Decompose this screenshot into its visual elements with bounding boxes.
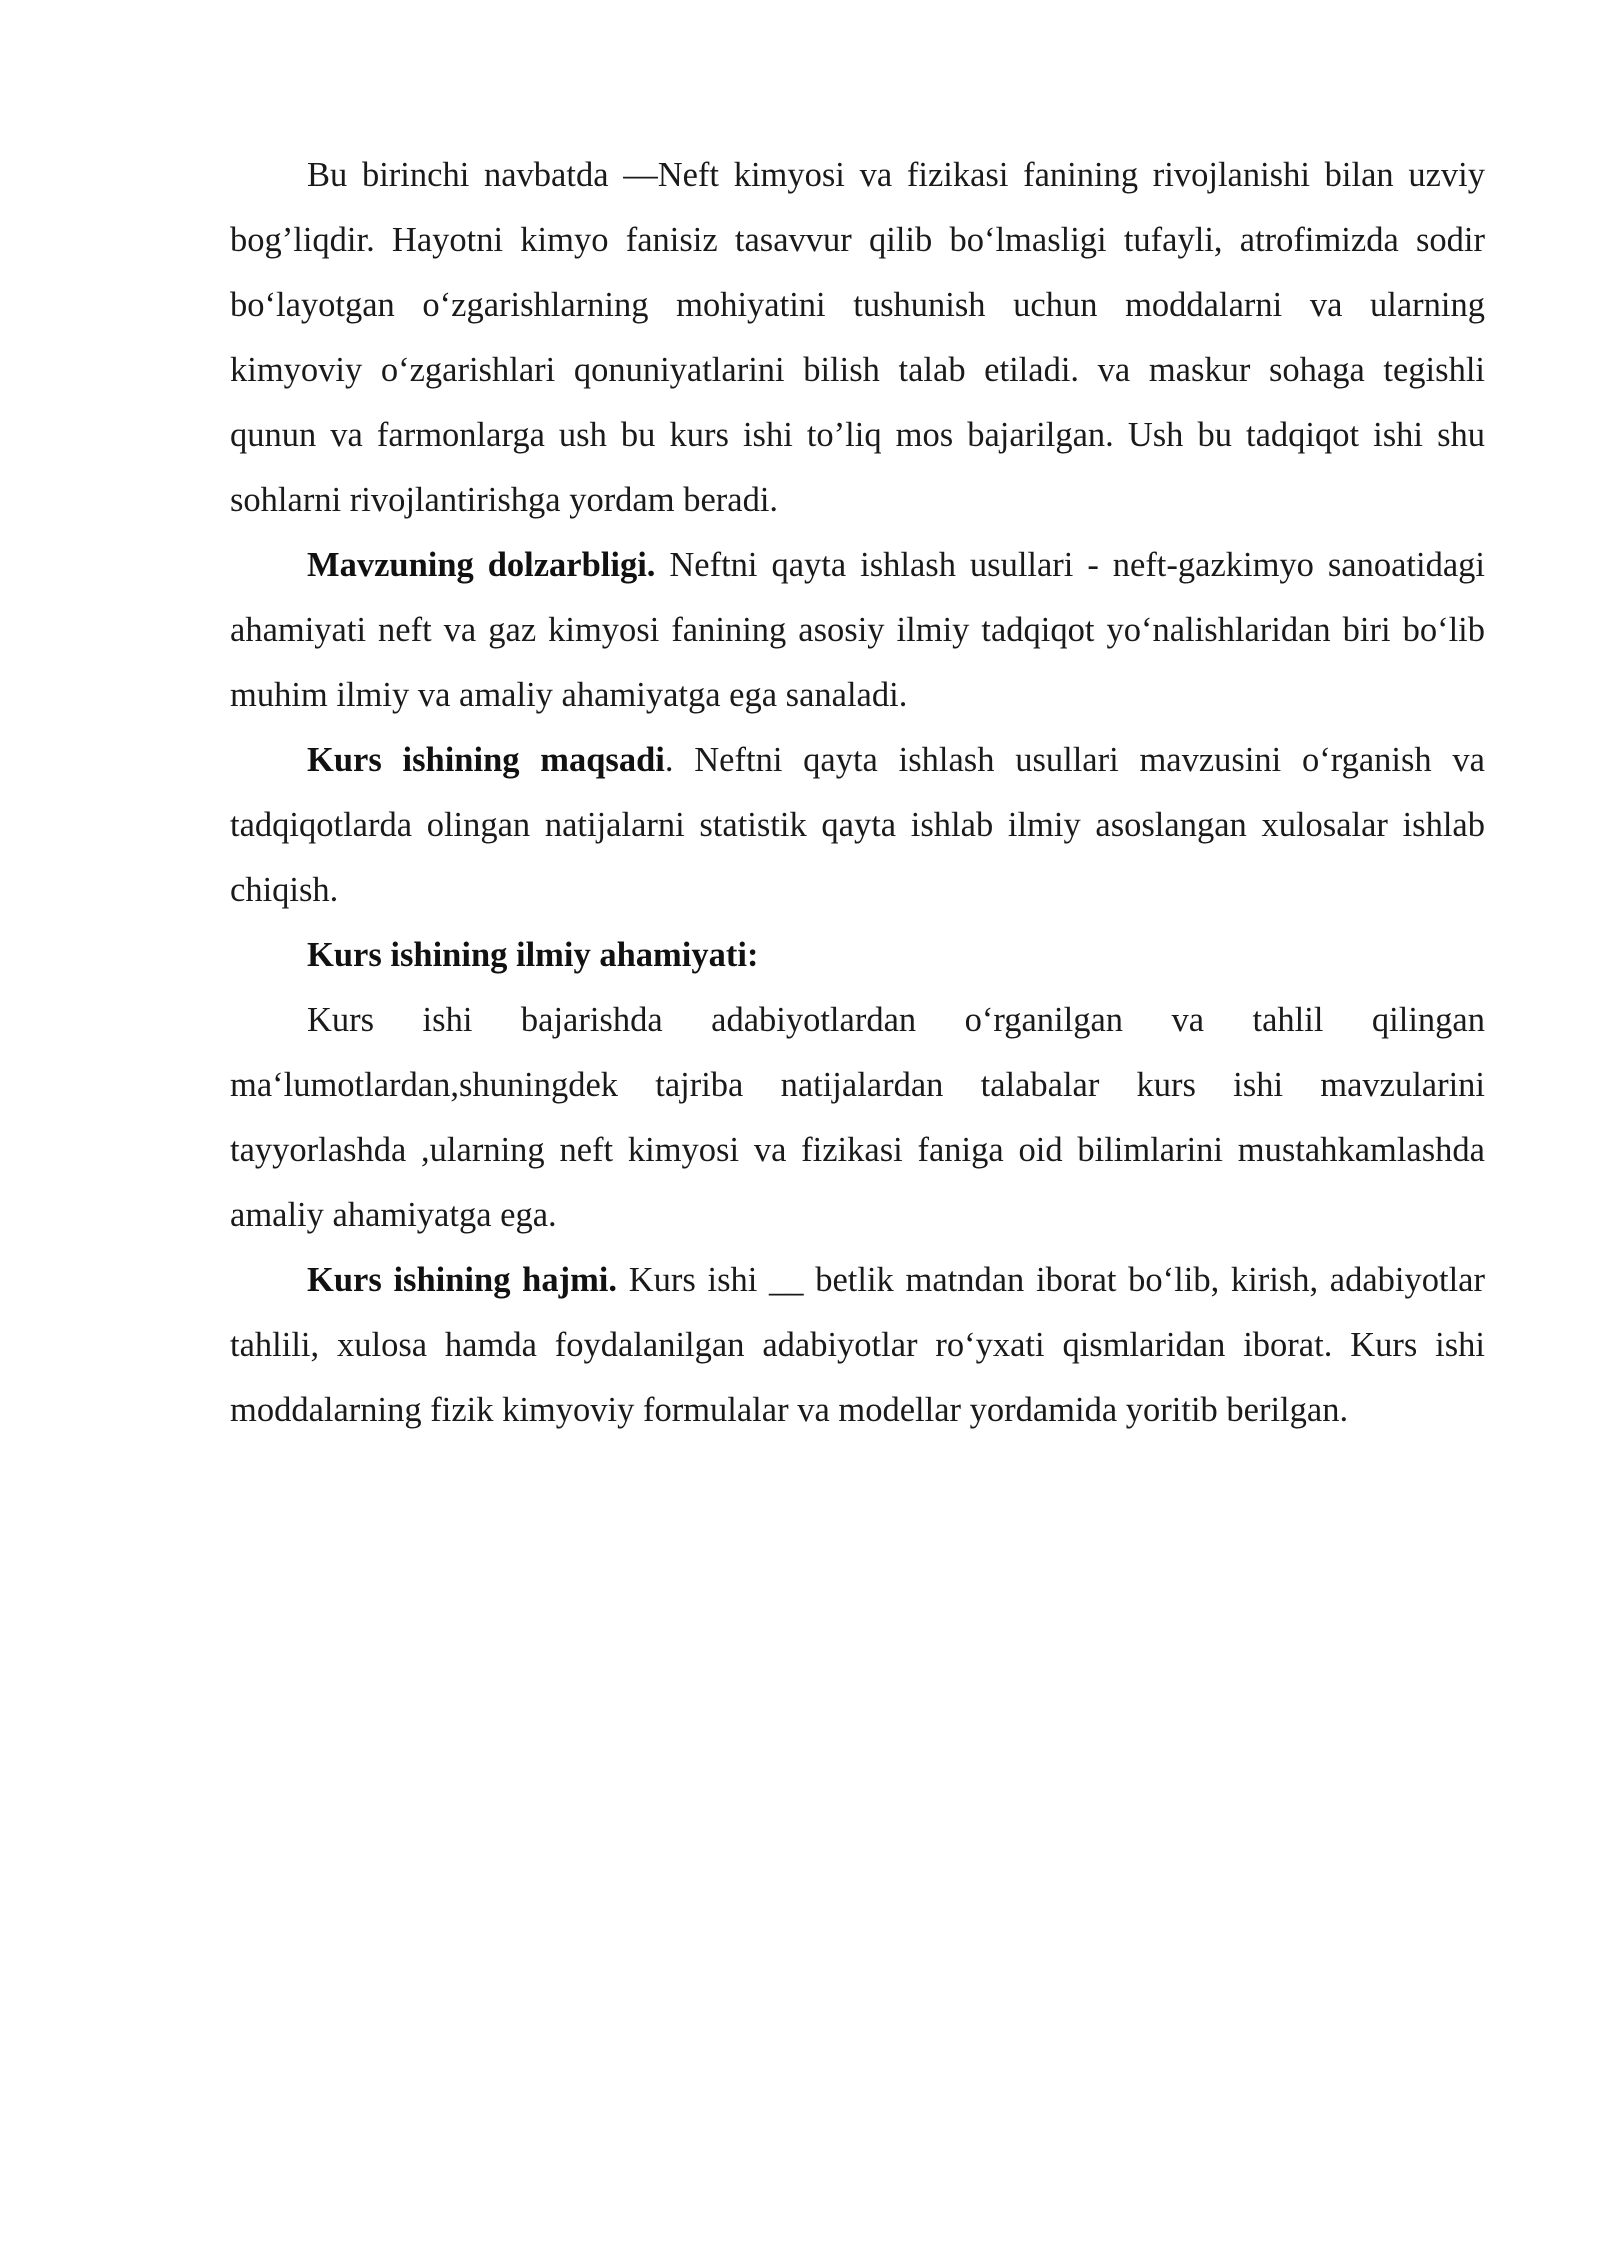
paragraph-purpose [230, 728, 1485, 923]
document-body [230, 143, 1485, 1443]
paragraph-volume [230, 1248, 1485, 1443]
scientific-significance-heading: Kurs ishining ilmiy ahamiyati: [307, 936, 759, 974]
scientific-significance-text: Kurs ishi bajarishda adabiyotlardan o‘rganilgan va tahlil qilingan ma‘lumotlardan,shuningdek tajriba natijalardan talabalar kurs ishi mavzularini tayyorlashda ,ularning neft kimyosi va fizikasi faniga oid bilimlarini mustahkamlashda amaliy ahamiyatga ega. [230, 1001, 1485, 1234]
purpose-heading: Kurs ishining maqsadi [307, 741, 665, 779]
purpose-text: . Neftni qayta ishlash usullari mavzusini o‘rganish va tadqiqotlarda olingan natijalarni statistik qayta ishlab ilmiy asoslangan xulosalar ishlab chiqish. [230, 741, 1485, 909]
paragraph-relevance [230, 533, 1485, 728]
paragraph-introduction [230, 143, 1485, 533]
volume-heading: Kurs ishining hajmi. [307, 1261, 618, 1299]
paragraph-scientific-significance [230, 988, 1485, 1248]
relevance-text: Neftni qayta ishlash usullari - neft-gazkimyo sanoatidagi ahamiyati neft va gaz kimyosi fanining asosiy ilmiy tadqiqot yo‘nalishlaridan biri bo‘lib muhim ilmiy va amaliy ahamiyatga ega sanaladi. [230, 546, 1485, 714]
paragraph-scientific-significance-heading [230, 923, 1485, 988]
paragraph-introduction-text: Bu birinchi navbatda —Neft kimyosi va fizikasi fanining rivojlanishi bilan uzviy bog’liqdir. Hayotni kimyo fanisiz tasavvur qilib bo‘lmasligi tufayli, atrofimizda sodir bo‘layotgan o‘zgarishlarning mohiyatini tushunish uchun moddalarni va ularning kimyoviy o‘zgarishlari qonuniyatlarini bilish talab etiladi. va maskur sohaga tegishli qunun va farmonlarga ush bu kurs ishi to’liq mos bajarilgan. Ush bu tadqiqot ishi shu sohlarni rivojlantirishga yordam beradi. [230, 156, 1485, 519]
volume-text: Kurs ishi __ betlik matndan iborat bo‘lib, kirish, adabiyotlar tahlili, xulosa hamda foydalanilgan adabiyotlar ro‘yxati qismlaridan iborat. Kurs ishi moddalarning fizik kimyoviy formulalar va modellar yordamida yoritib berilgan. [230, 1261, 1485, 1429]
relevance-heading: Mavzuning dolzarbligi. [307, 546, 656, 584]
